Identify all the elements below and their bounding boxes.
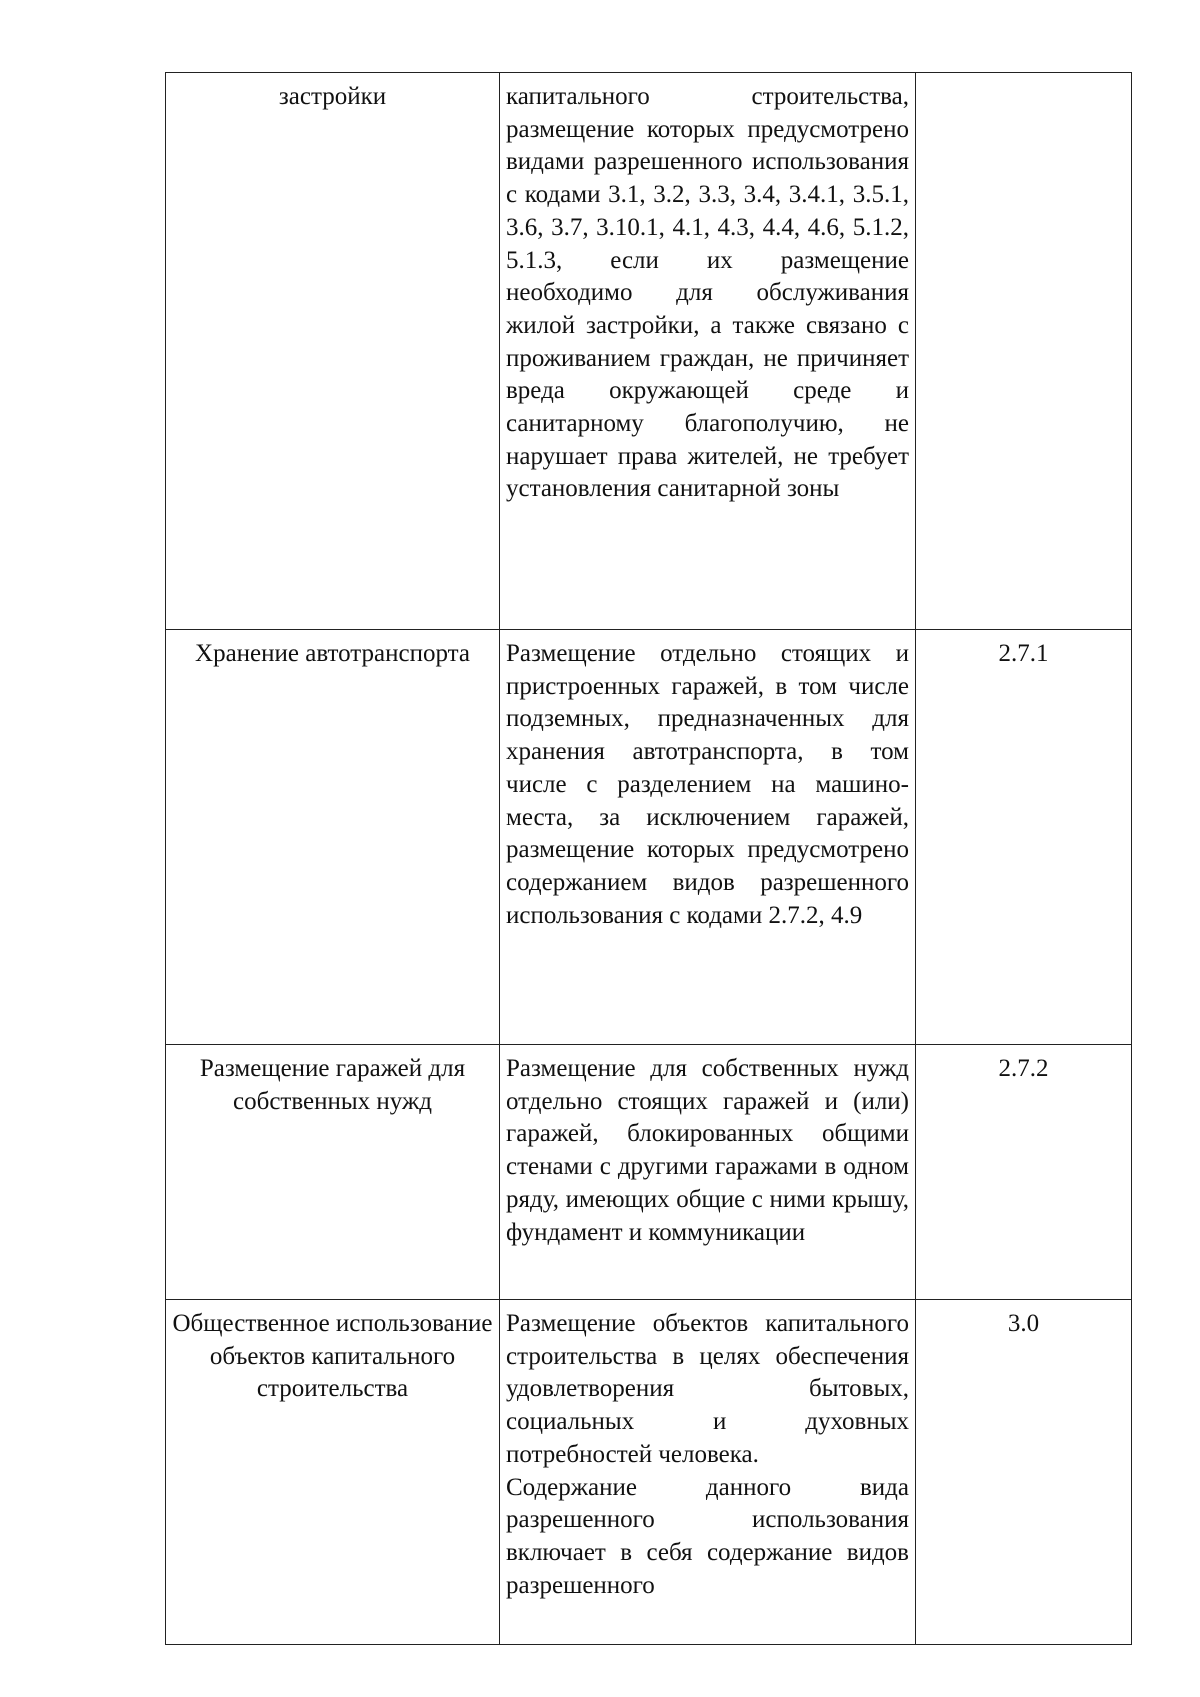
table-row xyxy=(166,1045,1132,1300)
table-row xyxy=(166,1300,1132,1645)
use-name-cell: Хранение автотранспорта xyxy=(166,630,500,1045)
use-code-cell: 2.7.2 xyxy=(916,1045,1132,1300)
use-name-cell: Размещение гаражей для собственных нужд xyxy=(166,1045,500,1300)
land-use-table xyxy=(165,72,1132,1645)
use-name-cell: застройки xyxy=(166,73,500,630)
use-description-cell xyxy=(500,1300,916,1645)
description-paragraph: Размещение для собственных нужд отдельно стоящих гаражей и (или) гаражей, блокированных общими стенами с другими гаражами в одном ряду, имеющих общие с ними крышу, фундамент и коммуникации xyxy=(506,1055,909,1246)
use-code-cell xyxy=(916,73,1132,630)
description-paragraph: Размещение отдельно стоящих и пристроенных гаражей, в том числе подземных, предназначенных для хранения автотранспорта, в том числе с разделением на машино-места, за исключением гаражей, размещение которых предусмотрено содержанием видов разрешенного использования с кодами 2.7.2, 4.9 xyxy=(506,640,909,929)
table-row xyxy=(166,73,1132,630)
description-paragraph: капитального строительства, размещение которых предусмотрено видами разрешенного использования с кодами 3.1, 3.2, 3.3, 3.4, 3.4.1, 3.5.1, 3.6, 3.7, 3.10.1, 4.1, 4.3, 4.4, 4.6, 5.1.2, 5.1.3, если их размещение необходимо для обслуживания жилой застройки, а также связано с проживанием граждан, не причиняет вреда окружающей среде и санитарному благополучию, не нарушает права жителей, не требует установления санитарной зоны xyxy=(506,83,909,503)
description-paragraph: Содержание данного вида разрешенного использования включает в себя содержание видов разрешенного xyxy=(506,1473,909,1599)
use-code-cell: 2.7.1 xyxy=(916,630,1132,1045)
use-description-cell xyxy=(500,1045,916,1300)
use-name-cell: Общественное использование объектов капитального строительства xyxy=(166,1300,500,1645)
use-code-cell: 3.0 xyxy=(916,1300,1132,1645)
table-row xyxy=(166,630,1132,1045)
description-paragraph: Размещение объектов капитального строительства в целях обеспечения удовлетворения бытовых, социальных и духовных потребностей человека. xyxy=(506,1310,909,1468)
use-description-cell xyxy=(500,630,916,1045)
use-description-cell xyxy=(500,73,916,630)
